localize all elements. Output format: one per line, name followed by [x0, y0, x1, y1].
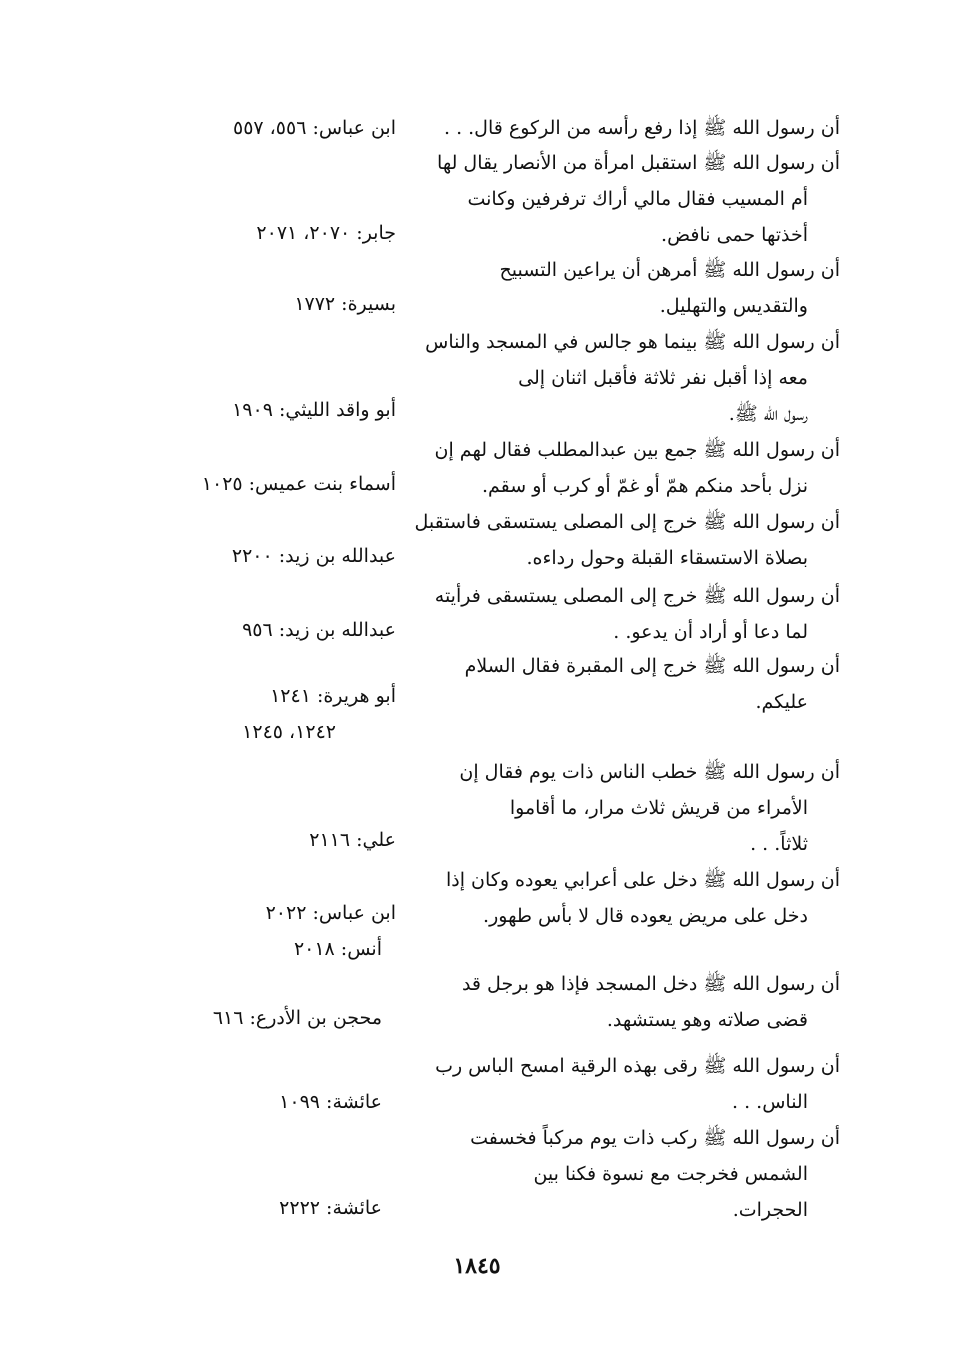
hadith-line: والتقديس والتهليل. [659, 295, 808, 317]
reference-line: علي: ٢١١٦ [309, 829, 396, 851]
hadith-line: الشمس فخرجت مع نسوة فكنا بين [533, 1163, 808, 1185]
reference-line: محجن بن الأدرع: ٦١٦ [212, 1007, 382, 1029]
hadith-line: أن رسول الله ﷺ خرج إلى المقبرة فقال السلام [464, 655, 840, 677]
hadith-line: دخل على مريض يعوده قال لا بأس طهور. [483, 905, 808, 927]
hadith-line: أن رسول الله ﷺ إذا رفع رأسه من الركوع قال. . . [443, 117, 840, 139]
reference-line: أبو واقد الليثي: ١٩٠٩ [232, 399, 396, 421]
reference-entry-3 [186, 286, 396, 322]
reference-entry-6 [186, 538, 396, 574]
reference-entry-12 [186, 1084, 396, 1120]
hadith-line: أن رسول الله ﷺ خرج إلى المصلى يستسقى فرأيته [434, 585, 840, 607]
reference-entry-1 [186, 110, 396, 146]
hadith-line: نزل بأحد منكم همّ أو غمّ أو كرب أو سقم. [481, 475, 808, 497]
reference-line: عائشة: ١٠٩٩ [279, 1091, 382, 1113]
reference-entry-2 [186, 215, 396, 251]
reference-line: أنس: ٢٠١٨ [293, 938, 382, 960]
hadith-line: قضى صلاته وهو يستشهد. [606, 1009, 808, 1031]
hadith-line: الأمراء من قريش ثلاث مرار، ما أقاموا [509, 797, 808, 819]
reference-line: أسماء بنت عميس: ١٠٢٥ [201, 473, 396, 495]
hadith-line: أن رسول الله ﷺ ركب ذات يوم مركباً فخسفت [470, 1127, 840, 1149]
reference-entry-9 [186, 822, 396, 858]
hadith-entry-6 [414, 504, 840, 576]
hadith-line: معه إذا أقبل نفر ثلاثة فأقبل اثنان إلى [518, 367, 808, 389]
reference-line: ابن عباس: ٥٥٦، ٥٥٧ [233, 117, 396, 139]
hadith-entry-9 [435, 754, 840, 862]
reference-line: عبدالله بن زيد: ٩٥٦ [242, 619, 396, 641]
hadith-line: لما دعا أو أراد أن يدعو. . [613, 621, 808, 643]
hadith-entry-1 [435, 110, 840, 146]
reference-entry-4 [186, 392, 396, 428]
hadith-line: أم المسيب فقال مالي أراك ترفرفين وكانت [467, 188, 808, 210]
hadith-entry-4 [425, 324, 840, 432]
reference-entry-5 [186, 466, 396, 502]
hadith-entry-3 [435, 252, 840, 324]
hadith-line: بصلاة الاستسقاء القبلة وحول رداءه. [526, 547, 808, 569]
reference-line: بسيرة: ١٧٧٢ [294, 293, 396, 315]
hadith-entry-13 [435, 1120, 840, 1228]
hadith-entry-10 [435, 862, 840, 934]
hadith-line: أن رسول الله ﷺ جمع بين عبدالمطلب فقال لهم إن [434, 439, 840, 461]
hadith-line: ثلاثاً. . . [750, 833, 808, 855]
reference-entry-11 [186, 1000, 396, 1036]
hadith-entry-11 [435, 966, 840, 1038]
hadith-line: عليكم. [755, 691, 808, 713]
reference-line: عبدالله بن زيد: ٢٢٠٠ [231, 545, 396, 567]
hadith-line: أن رسول الله ﷺ خرج إلى المصلى يستسقى فاستقبل [414, 511, 840, 533]
hadith-entry-5 [435, 432, 840, 504]
hadith-line: أخذتها حمى نافض. [661, 224, 808, 246]
reference-entry-10 [186, 895, 396, 967]
hadith-line: أن رسول الله ﷺ دخل على أعرابي يعوده وكان إذا [445, 869, 840, 891]
reference-line: ابن عباس: ٢٠٢٢ [265, 902, 396, 924]
hadith-line: أن رسول الله ﷺ بينما هو جالس في المسجد والناس [425, 331, 840, 353]
reference-line: جابر: ٢٠٧٠، ٢٠٧١ [256, 222, 396, 244]
reference-line: ١٢٤٢، ١٢٤٥ [242, 721, 336, 743]
hadith-line: الناس. . . [732, 1091, 808, 1113]
hadith-line: أن رسول الله ﷺ استقبل امرأة من الأنصار يقال لها [437, 152, 840, 174]
reference-line: أبو هريرة: ١٢٤١ [270, 685, 396, 707]
hadith-line: أن رسول الله ﷺ دخل المسجد فإذا هو برجل قد [461, 973, 840, 995]
hadith-line: أن رسول الله ﷺ أمرهن أن يراعين التسبيح [499, 259, 840, 281]
hadith-entry-12 [435, 1048, 840, 1120]
hadith-line: رسول الله ﷺ. [728, 403, 808, 425]
hadith-line: أن رسول الله ﷺ رقى بهذه الرقية امسح الباس رب [435, 1055, 840, 1077]
reference-entry-7 [186, 612, 396, 648]
reference-line: عائشة: ٢٢٢٢ [279, 1197, 382, 1219]
hadith-line: الحجرات. [732, 1199, 808, 1221]
reference-entry-8 [186, 678, 396, 750]
hadith-entry-8 [435, 648, 840, 720]
reference-entry-13 [186, 1190, 396, 1226]
hadith-entry-7 [435, 578, 840, 650]
hadith-entry-2 [435, 145, 840, 253]
hadith-line: أن رسول الله ﷺ خطب الناس ذات يوم فقال إن [459, 761, 840, 783]
page-number: ١٨٤٥ [453, 1253, 501, 1279]
